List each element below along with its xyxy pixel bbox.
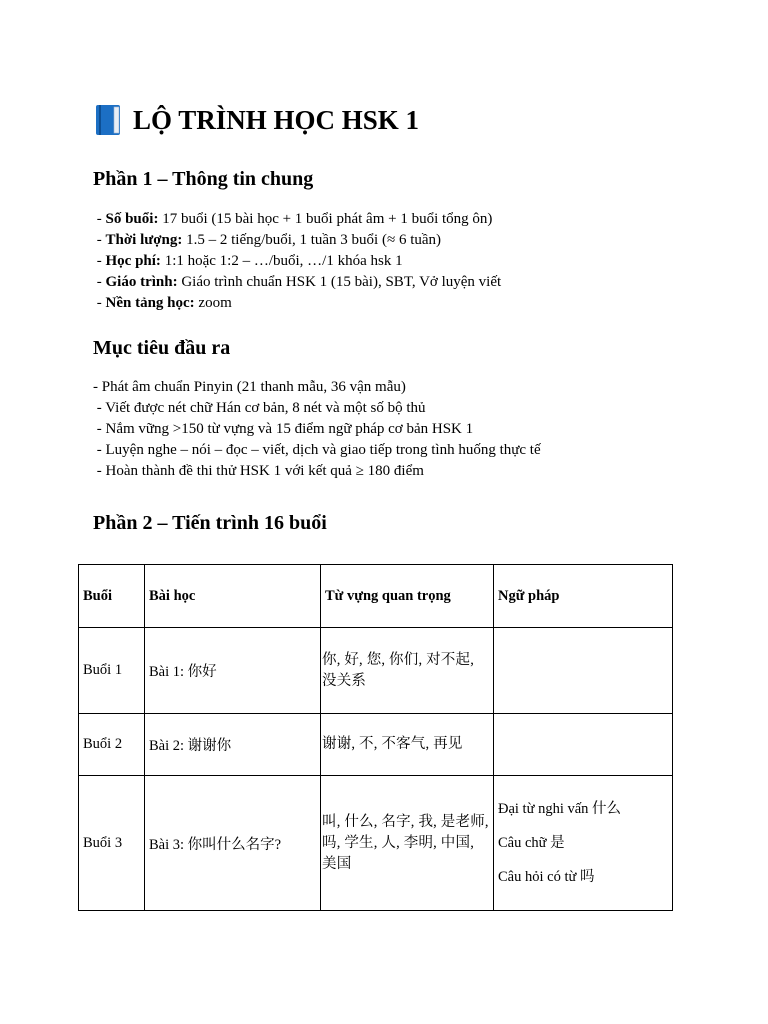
goal-item: - Viết được nét chữ Hán cơ bản, 8 nét và một số bộ thủ: [93, 400, 426, 416]
book-icon: [95, 104, 121, 136]
info-label: Giáo trình:: [105, 274, 178, 290]
section1-heading: Phần 1 – Thông tin chung: [93, 168, 314, 190]
section1-list: [93, 209, 501, 314]
cell-session: Buổi 3: [79, 776, 145, 911]
header-grammar: Ngữ pháp: [494, 565, 673, 628]
cell-vocab: [321, 776, 494, 911]
goal-item: - Nắm vững >150 từ vựng và 15 điểm ngữ pháp cơ bản HSK 1: [93, 421, 474, 437]
info-value: Giáo trình chuẩn HSK 1 (15 bài), SBT, Vở luyện viết: [177, 274, 502, 290]
info-label: Nền tảng học:: [105, 295, 195, 311]
cell-grammar: [494, 776, 673, 911]
page-title: [95, 100, 419, 140]
grammar-point: Câu chữ 是: [498, 835, 565, 851]
page-title-text: LỘ TRÌNH HỌC HSK 1: [133, 104, 420, 135]
info-value: 1.5 – 2 tiếng/buổi, 1 tuần 3 buổi (≈ 6 tuần): [182, 232, 442, 248]
cell-lesson: Bài 3: 你叫什么名字?: [145, 776, 321, 911]
grammar-point: Câu hỏi có từ 吗: [498, 869, 595, 885]
goal-item: - Hoàn thành đề thi thử HSK 1 với kết quả ≥ 180 điểm: [93, 463, 424, 479]
grammar-point: Đại từ nghi vấn 什么: [498, 801, 622, 817]
info-item-platform: - Nền tảng học: zoom: [93, 295, 232, 311]
header-session: Buổi: [79, 565, 145, 628]
schedule-table: [78, 564, 673, 911]
info-item-textbook: - Giáo trình: Giáo trình chuẩn HSK 1 (15 bài), SBT, Vở luyện viết: [93, 274, 502, 290]
goal-item: - Luyện nghe – nói – đọc – viết, dịch và giao tiếp trong tình huống thực tế: [93, 442, 541, 458]
info-label: Số buổi:: [105, 211, 159, 227]
cell-grammar: [494, 714, 673, 776]
cell-lesson: Bài 1: 你好: [145, 628, 321, 714]
header-lesson: Bài học: [145, 565, 321, 628]
section2-heading: Phần 2 – Tiến trình 16 buổi: [93, 512, 327, 534]
cell-session: Buổi 1: [79, 628, 145, 714]
cell-vocab: [321, 628, 494, 714]
cell-lesson: Bài 2: 谢谢你: [145, 714, 321, 776]
goals-list: [93, 377, 541, 482]
table-row: [79, 776, 673, 911]
vocab-text: 谢谢, 不, 不客气, 再见: [322, 736, 463, 752]
vocab-text: 你, 好, 您, 你们, 对不起, 没关系: [322, 651, 475, 689]
info-label: Học phí:: [105, 253, 161, 269]
info-item-fee: - Học phí: 1:1 hoặc 1:2 – …/buổi, …/1 khóa hsk 1: [93, 253, 403, 269]
info-item-duration: - Thời lượng: 1.5 – 2 tiếng/buổi, 1 tuần 3 buổi (≈ 6 tuần): [93, 232, 442, 248]
info-value: zoom: [194, 295, 232, 311]
header-vocab: Từ vựng quan trọng: [321, 565, 494, 628]
table-header-row: [79, 565, 673, 628]
table-row: [79, 628, 673, 714]
table-row: [79, 714, 673, 776]
info-label: Thời lượng:: [105, 232, 183, 248]
info-value: 1:1 hoặc 1:2 – …/buổi, …/1 khóa hsk 1: [160, 253, 403, 269]
info-item-sessions: - Số buổi: 17 buổi (15 bài học + 1 buổi phát âm + 1 buổi tổng ôn): [93, 211, 493, 227]
cell-vocab: [321, 714, 494, 776]
cell-grammar: [494, 628, 673, 714]
goals-heading: Mục tiêu đầu ra: [93, 337, 231, 359]
info-value: 17 buổi (15 bài học + 1 buổi phát âm + 1 buổi tổng ôn): [158, 211, 493, 227]
vocab-text: 叫, 什么, 名字, 我, 是老师, 吗, 学生, 人, 李明, 中国, 美国: [322, 813, 489, 872]
cell-session: Buổi 2: [79, 714, 145, 776]
goal-item: - Phát âm chuẩn Pinyin (21 thanh mẫu, 36 vận mẫu): [93, 379, 406, 395]
